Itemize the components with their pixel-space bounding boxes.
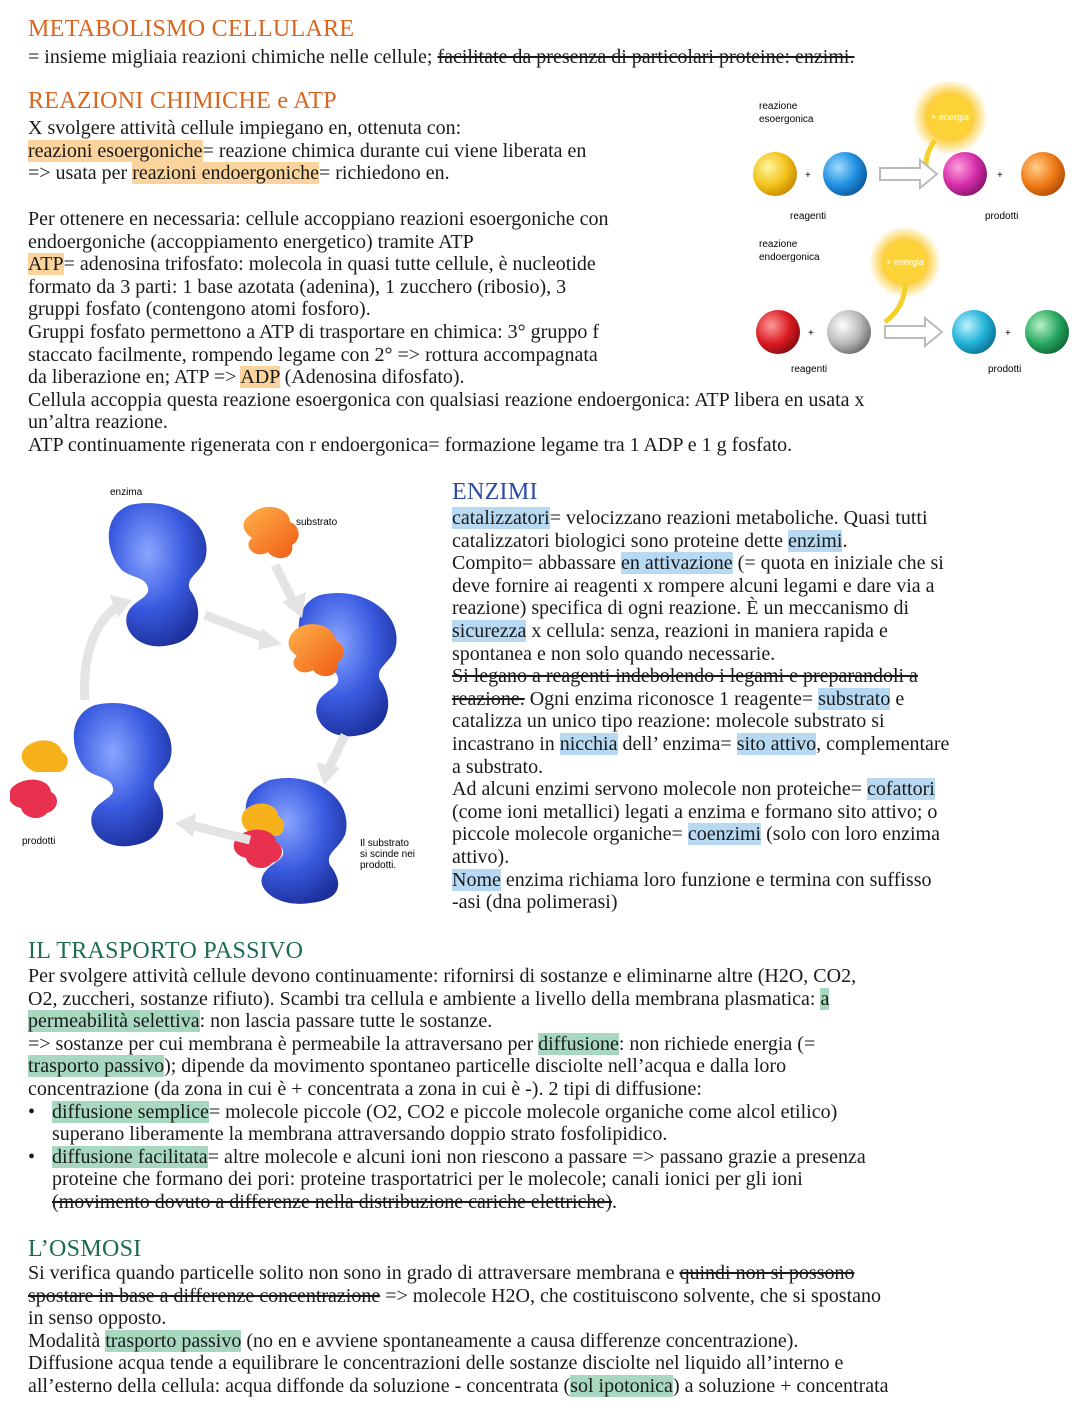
cycle-arrow — [190, 825, 250, 840]
text-run: (no en e avviene spontaneamente a causa differenze concentrazione). — [241, 1329, 799, 1352]
text-run: : non richiede energia (= — [618, 1032, 816, 1055]
exo-label-line1: reazione — [759, 101, 798, 112]
text-line: Gruppi fosfato permettono a ATP di trasportare en chimica: 3° gruppo f — [28, 320, 599, 343]
text-run: ) a soluzione + concentrata — [672, 1374, 889, 1397]
exo-label-line2: esoergonica — [759, 114, 814, 125]
text-line: (come ioni metallici) legati a enzima e formano sito attivo; o — [452, 800, 938, 823]
enzyme-shape — [74, 703, 172, 846]
struck-text: quindi non si possono — [679, 1262, 855, 1284]
highlight-term: enzimi — [788, 529, 843, 552]
plus-sign: + — [997, 170, 1003, 181]
paragraph-reazioni-atp-intro — [28, 117, 586, 185]
text-line: superano liberamente la membrana attraversando doppio strato fosfolipidico. — [52, 1123, 668, 1146]
text-line: gruppi fosfato (contengono atomi fosforo). — [28, 298, 371, 321]
cycle-arrow — [205, 615, 270, 640]
text-run: . — [611, 1190, 617, 1213]
text-run: all’esterno della cellula: acqua diffonde da soluzione - concentrata ( — [28, 1374, 571, 1397]
text-run: Compito= abbassare — [452, 552, 622, 575]
cycle-arrow-head — [258, 628, 282, 650]
highlight-term: catalizzatori — [452, 507, 550, 529]
highlight-term: substrato — [818, 687, 891, 710]
text-run: catalizzatori biologici sono proteine dette — [452, 529, 788, 552]
text-run: Modalità — [28, 1329, 106, 1352]
endo-label-line2: endoergonica — [759, 252, 820, 263]
text-run: da liberazione en; ATP => — [28, 366, 241, 389]
highlight-term: trasporto passivo — [105, 1329, 242, 1352]
text-run: (= quota en iniziale che si — [732, 552, 944, 575]
bullet-item-diffusione-facilitata — [28, 1146, 866, 1169]
text-run: enzima richiama loro funzione e termina con suffisso — [500, 868, 932, 891]
paragraph-trasporto-passivo — [28, 965, 866, 1214]
text-run: e — [890, 687, 905, 710]
reagent-yellow-sphere — [753, 152, 797, 196]
highlight-term: sol ipotonica — [570, 1374, 673, 1397]
struck-text: facilitate da presenza di particolari proteine: enzimi. — [437, 46, 855, 68]
text-run: (Adenosina difosfato). — [279, 366, 465, 389]
highlight-term: a — [820, 987, 830, 1010]
text-run: O2, zuccheri, sostanze rifiuto). Scambi tra cellula e ambiente a livello della membrana plasmatica: — [28, 987, 821, 1010]
text-line: a substrato. — [452, 755, 544, 778]
text-run: : non lascia passare tutte le sostanze. — [199, 1010, 493, 1033]
paragraph-osmosi — [28, 1262, 889, 1398]
highlight-term: diffusione semplice — [52, 1100, 209, 1123]
highlight-term: ADP — [240, 366, 280, 389]
cycle-arrow — [85, 605, 120, 700]
product-green-sphere — [1025, 310, 1069, 354]
text-run: => usata per — [28, 162, 133, 185]
text-line: concentrazione (da zona in cui è + concentrata a zona in cui è -). 2 tipi di diffusione: — [28, 1077, 702, 1100]
text-run: => sostanze per cui membrana è permeabile la attraversano per — [28, 1032, 539, 1055]
text-line: Cellula accoppia questa reazione esoergonica con qualsiasi reazione endoergonica: ATP libera en usata x — [28, 388, 865, 411]
section-title-metabolismo: METABOLISMO CELLULARE — [28, 16, 355, 42]
products-label: prodotti — [22, 836, 56, 847]
text-line: Diffusione acqua tende a equilibrare le concentrazioni delle sostanze disciolte nel liquido all’interno e — [28, 1352, 844, 1375]
text-line: Per svolgere attività cellule devono continuamente: rifornirsi di sostanze e eliminarne altre (H2O, CO2, — [28, 965, 857, 987]
section-title-trasporto-passivo: IL TRASPORTO PASSIVO — [28, 938, 304, 964]
text-run: (solo con loro enzima — [761, 823, 940, 846]
text-run: piccole molecole organiche= — [452, 823, 688, 846]
highlight-term: nicchia — [559, 732, 618, 755]
text-line: in senso opposto. — [28, 1307, 167, 1330]
text-line: X svolgere attività cellule impiegano en, ottenuta con: — [28, 117, 462, 139]
reaction-energy-figure — [745, 82, 1075, 382]
text-line: -asi (dna polimerasi) — [452, 891, 618, 914]
reagent-grey-sphere — [827, 310, 871, 354]
text-line: un’altra reazione. — [28, 411, 168, 434]
text-line: Per ottenere en necessaria: cellule accoppiano reazioni esoergoniche con — [28, 208, 609, 230]
text-run: . — [842, 529, 848, 552]
struck-line: Si legano a reagenti indebolendo i legami e preparandoli a — [452, 665, 918, 688]
text-line: staccato facilmente, rompendo legame con 2° => rottura accompagnata — [28, 343, 598, 366]
text-run: => molecole H2O, che costituiscono solvente, che si spostano — [380, 1284, 882, 1307]
text-line: attivo). — [452, 845, 510, 868]
struck-text: (movimento dovuto a differenze nella distribuzione cariche elettriche) — [52, 1190, 612, 1213]
bullet-item-diffusione-semplice — [28, 1101, 866, 1124]
highlight-term: diffusione facilitata — [52, 1145, 208, 1168]
struck-text: spostare in base a differenze concentrazione — [28, 1284, 381, 1307]
paragraph-atp — [28, 208, 865, 457]
highlight-term: sito attivo — [736, 732, 817, 755]
cycle-arrow-head — [175, 813, 196, 837]
substrate-label: substrato — [296, 517, 338, 528]
reagent-blue-sphere — [823, 152, 867, 196]
paragraph-enzimi — [452, 507, 949, 914]
reagents-label: reagenti — [791, 364, 828, 375]
text-line: spontanea e non solo quando necessarie. — [452, 642, 776, 665]
substrate-shape — [244, 507, 299, 558]
highlight-term: sicurezza — [452, 619, 527, 642]
text-run: = altre molecole e alcuni ioni non riescono a passare => passano grazie a presenza — [207, 1145, 866, 1168]
split-label-line1: Il substrato — [360, 838, 409, 849]
section-title-reazioni-atp: REAZIONI CHIMICHE e ATP — [28, 88, 337, 114]
text-run: = adenosina trifosfato: molecola in quasi tutte cellule, è nucleotide — [63, 253, 596, 276]
text-run: ); dipende da movimento spontaneo particelle disciolte nell’acqua e dalla loro — [164, 1055, 787, 1078]
text-line: proteine che formano dei pori: proteine trasportatrici per le molecole; canali ionici per gli ioni — [52, 1168, 803, 1191]
text-line: catalizza un unico tipo reazione: molecole substrato si — [452, 710, 885, 733]
cycle-arrow-head — [316, 762, 340, 785]
reagent-red-sphere — [756, 310, 800, 354]
paragraph-metabolismo — [28, 46, 854, 69]
highlight-term: Nome — [452, 868, 501, 891]
text-run: Ad alcuni enzimi servono molecole non proteiche= — [452, 778, 868, 801]
text-line: formato da 3 parti: 1 base azotata (adenina), 1 zucchero (ribosio), 3 — [28, 275, 567, 298]
text-run: x cellula: senza, reazioni in maniera rapida e — [526, 619, 888, 642]
plus-sign: + — [808, 328, 814, 339]
highlight-term: reazioni endoergoniche — [132, 162, 319, 185]
text-run: = velocizzano reazioni metaboliche. Quasi tutti — [549, 507, 928, 529]
product-cyan-sphere — [952, 310, 996, 354]
plus-sign: + — [805, 170, 811, 181]
text-line: deve fornire ai reagenti x rompere alcuni legami e dare via a — [452, 574, 935, 597]
enzyme-shape — [109, 503, 207, 646]
cycle-arrow — [328, 735, 345, 770]
reaction-arrow-icon — [885, 318, 942, 346]
highlight-term: coenzimi — [687, 823, 762, 846]
product-magenta-sphere — [943, 152, 987, 196]
text-run: Ogni enzima riconosce 1 reagente= — [524, 687, 819, 710]
struck-text: reazione. — [452, 687, 525, 710]
section-title-osmosi: L’OSMOSI — [28, 1236, 142, 1262]
highlight-term: en attivazione — [621, 552, 733, 575]
text-line: reazione) specifica di ogni reazione. È un meccanismo di — [452, 597, 910, 620]
text-line: ATP continuamente rigenerata con r endoergonica= formazione legame tra 1 ADP e 1 g fosfato. — [28, 433, 793, 456]
text-run: = molecole piccole (O2, CO2 e piccole molecole organiche come alcol etilico) — [208, 1100, 838, 1123]
endo-label-line1: reazione — [759, 239, 798, 250]
text-run: = richiedono en. — [318, 162, 450, 185]
enzyme-cycle-figure — [10, 480, 440, 910]
products-label: prodotti — [988, 364, 1022, 375]
text-run: incastrano in — [452, 732, 560, 755]
text-run: dell’ enzima= — [617, 732, 737, 755]
highlight-term: reazioni esoergoniche — [28, 139, 203, 162]
highlight-term: diffusione — [538, 1032, 619, 1055]
energy-label: + energia — [931, 112, 969, 122]
enzyme-label: enzima — [110, 487, 143, 498]
products-label: prodotti — [985, 211, 1019, 222]
plus-sign: + — [1005, 328, 1011, 339]
product-orange-sphere — [1021, 152, 1065, 196]
split-label-line3: prodotti. — [360, 860, 397, 871]
bullet-icon: • — [28, 1100, 36, 1123]
split-label-line2: si scinde nei — [360, 849, 416, 860]
text-run: = insieme migliaia reazioni chimiche nelle cellule; — [28, 46, 438, 68]
energy-label: + energia — [886, 257, 924, 267]
product-yellow-shape — [22, 740, 68, 772]
text-line: endoergoniche (accoppiamento energetico) tramite ATP — [28, 230, 474, 253]
highlight-term: cofattori — [867, 778, 935, 801]
highlight-term: permeabilità selettiva — [28, 1010, 200, 1033]
product-red-shape — [10, 780, 57, 818]
section-title-enzimi: ENZIMI — [452, 479, 538, 505]
highlight-term: ATP — [28, 253, 64, 276]
text-run: , complementare — [816, 732, 950, 755]
reagents-label: reagenti — [790, 211, 827, 222]
bullet-icon: • — [28, 1145, 36, 1168]
text-run: = reazione chimica durante cui viene liberata en — [202, 139, 587, 162]
text-run: Si verifica quando particelle solito non sono in grado di attraversare membrana e — [28, 1262, 680, 1284]
highlight-term: trasporto passivo — [28, 1055, 165, 1078]
